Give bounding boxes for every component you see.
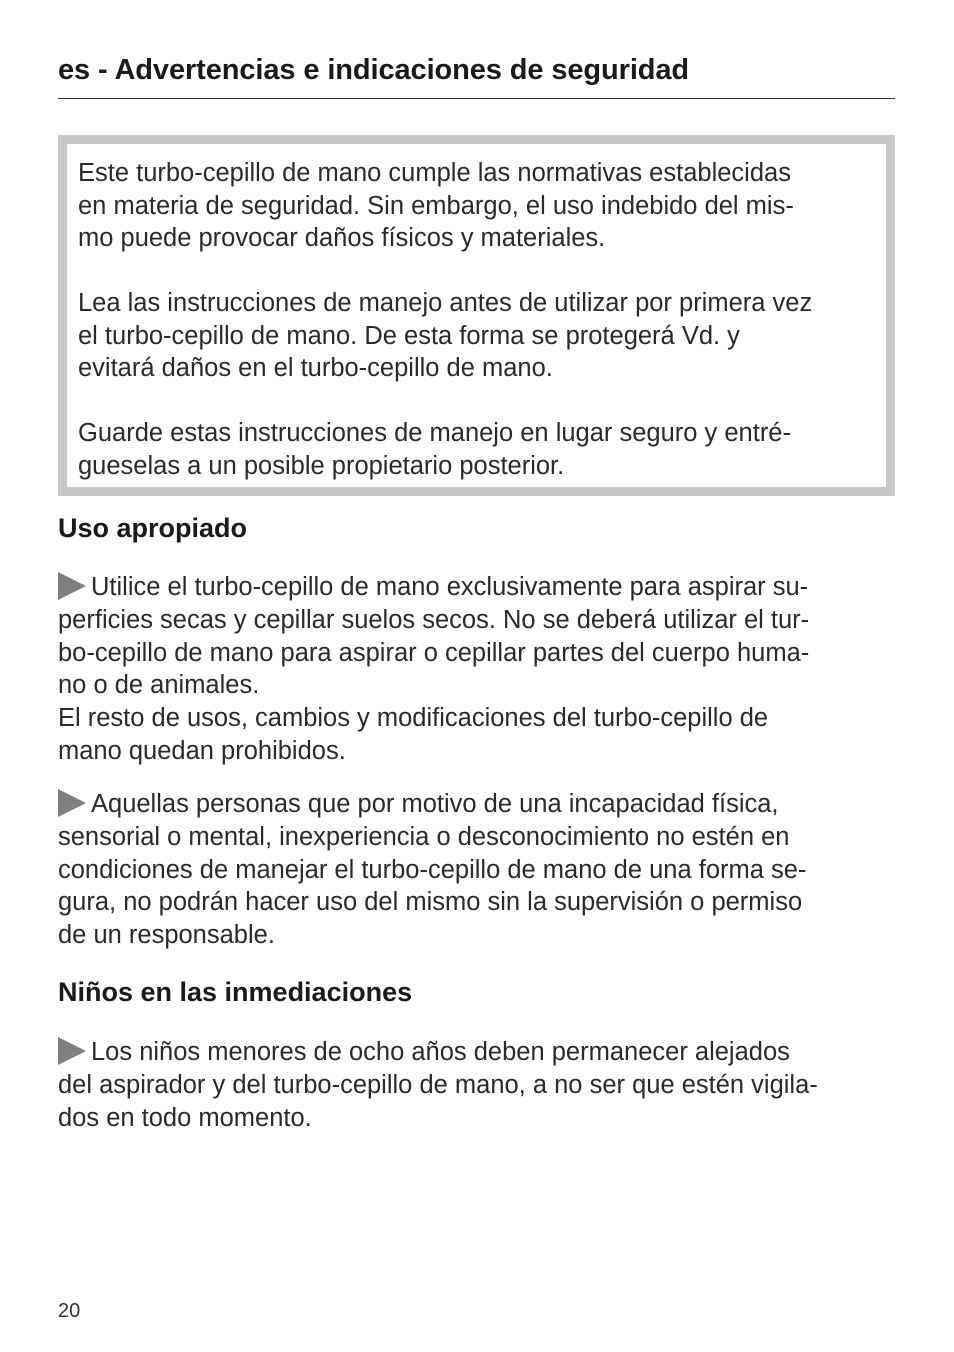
triangle-right-icon xyxy=(58,1037,86,1065)
page-header xyxy=(58,52,895,99)
section-heading-ninos: Niños en las inmediaciones xyxy=(58,977,413,1007)
notice-paragraph: Este turbo-cepillo de mano cumple las normativas establecidas en materia de seguridad. Sin embargo, el uso indebido del mis- mo puede provocar daños físicos y materiales. xyxy=(78,159,794,252)
warning-item xyxy=(58,571,809,768)
page-number: 20 xyxy=(58,1300,81,1322)
triangle-right-icon xyxy=(58,789,86,817)
warning-item-text: Aquellas personas que por motivo de una incapacidad física, sensorial o mental, inexperiencia o desconocimiento no estén en condiciones de manejar el turbo-cepillo de mano de una forma se- gura, no podrán hacer uso del mismo sin la supervisión o permiso de un responsable. xyxy=(58,790,807,950)
warning-item xyxy=(58,788,806,952)
section-heading-uso-apropiado: Uso apropiado xyxy=(58,513,248,543)
triangle-right-icon xyxy=(58,572,86,600)
page-title: es - Advertencias e indicaciones de seguridad xyxy=(58,54,690,86)
warning-item-text: Utilice el turbo-cepillo de mano exclusivamente para aspirar su- perficies secas y cepillar suelos secos. No se deberá utilizar el tur- bo-cepillo de mano para aspirar o cepillar partes del cuerpo huma- no o de animales. El resto de usos, cambios y modificaciones del turbo-cepillo de mano quedan prohibidos. xyxy=(58,573,810,765)
notice-paragraph: Guarde estas instrucciones de manejo en lugar seguro y entré- gueselas a un posible propietario posterior. xyxy=(78,419,791,480)
warning-item-text: Los niños menores de ocho años deben permanecer alejados del aspirador y del turbo-cepillo de mano, a no ser que estén vigila- dos en todo momento. xyxy=(58,1038,818,1132)
warning-item xyxy=(58,1036,818,1134)
notice-paragraph: Lea las instrucciones de manejo antes de utilizar por primera vez el turbo-cepillo de mano. De esta forma se protegerá Vd. y evitará daños en el turbo-cepillo de mano. xyxy=(78,289,813,382)
safety-notice-box xyxy=(58,135,895,496)
